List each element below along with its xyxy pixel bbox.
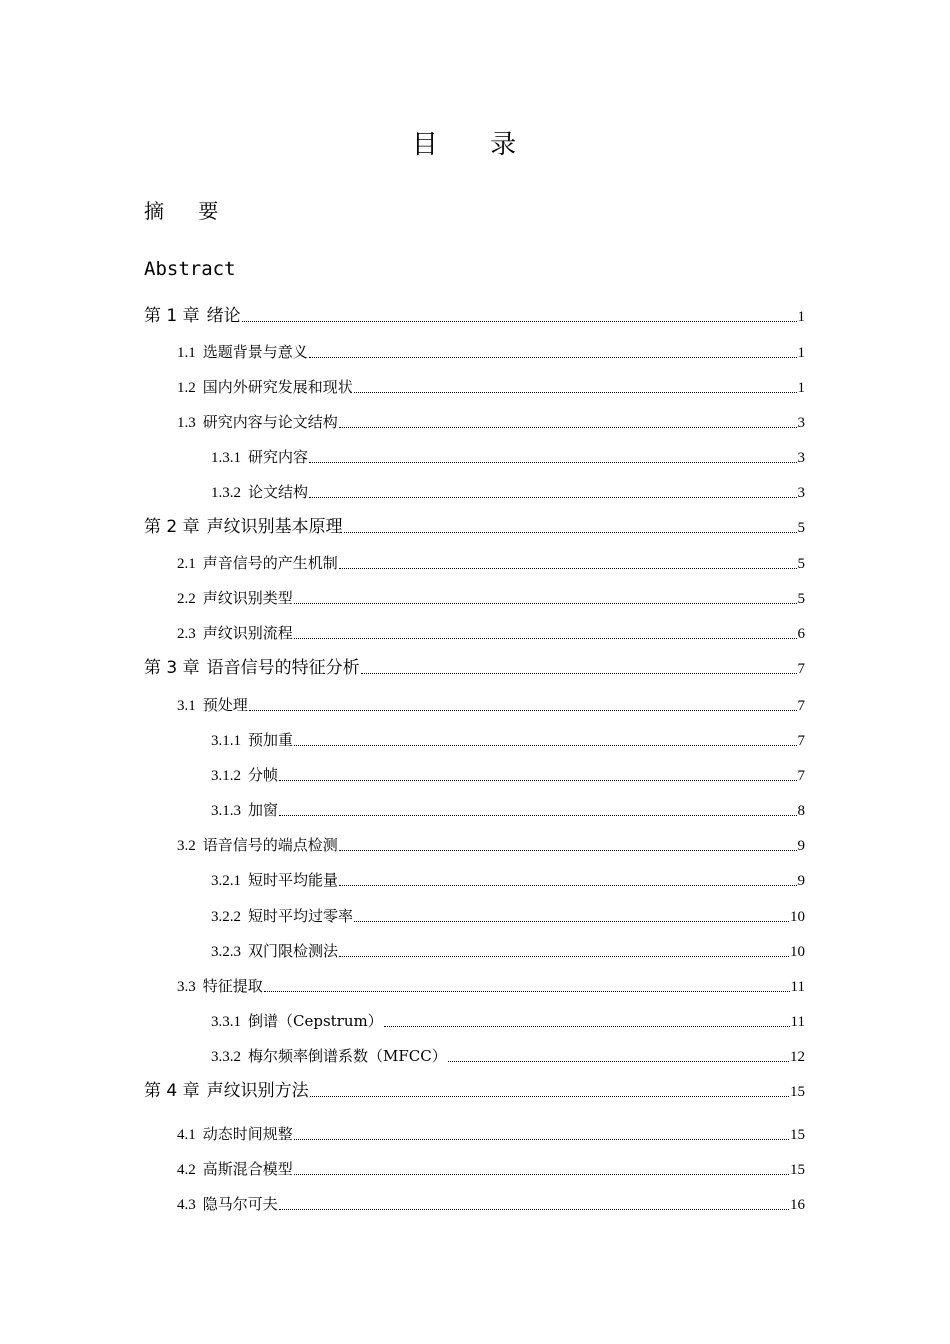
- toc-entry-label: [211, 733, 293, 749]
- toc-entry-number: 1.1: [177, 345, 196, 361]
- toc-entry-number: 第 3 章: [144, 658, 200, 678]
- dot-leader: [448, 1061, 789, 1062]
- toc-entry-text: 声纹识别方法: [206, 1081, 309, 1101]
- toc-entry-zhaiyao[interactable]: 摘 要: [144, 199, 233, 223]
- toc-entry-number: 3.1.3: [211, 803, 241, 819]
- dot-leader: [279, 780, 796, 781]
- toc-entry-label: [211, 485, 308, 501]
- toc-entry-text: 双门限检测法: [248, 942, 339, 960]
- toc-entry-label: [177, 1197, 278, 1213]
- toc-entry[interactable]: [177, 838, 805, 854]
- toc-entry-page-number: 1: [797, 309, 805, 325]
- toc-entry-number: 2.1: [177, 556, 196, 572]
- toc-entry[interactable]: [211, 485, 805, 501]
- toc-entry-text: 论文结构: [248, 483, 309, 501]
- toc-entry-text: 预加重: [248, 731, 294, 749]
- toc-entry-text: 声纹识别类型: [202, 589, 293, 607]
- toc-entry-label: [177, 556, 338, 572]
- toc-entry-number: 3.3.1: [211, 1014, 241, 1030]
- toc-entry-text: 高斯混合模型: [202, 1160, 293, 1178]
- dot-leader: [309, 357, 797, 358]
- toc-entry[interactable]: [144, 519, 805, 536]
- toc-entry[interactable]: [211, 1014, 805, 1030]
- dot-leader: [339, 850, 797, 851]
- toc-entry[interactable]: [144, 1083, 805, 1100]
- toc-entry-page-number: 15: [790, 1084, 805, 1100]
- toc-entry-page-number: 5: [797, 556, 805, 572]
- toc-entry-page-number: 3: [797, 450, 805, 466]
- dot-leader: [310, 1096, 789, 1097]
- toc-entry-text: 倒谱（Cepstrum）: [248, 1012, 383, 1030]
- toc-entry-label: [177, 838, 338, 854]
- toc-entry-page-number: 9: [797, 838, 805, 854]
- toc-entry-page-number: 9: [797, 873, 805, 889]
- toc-entry-text: 短时平均能量: [248, 871, 339, 889]
- toc-entry-label: [144, 519, 343, 536]
- toc-entry-page-number: 3: [797, 415, 805, 431]
- toc-entry-label: [177, 345, 308, 361]
- dot-leader: [294, 1174, 789, 1175]
- toc-entry-text: 动态时间规整: [202, 1125, 293, 1143]
- toc-entry[interactable]: [211, 1049, 805, 1065]
- toc-entry-page-number: 11: [790, 1014, 805, 1030]
- toc-entry-page-number: 7: [797, 661, 805, 677]
- toc-entry-label: [177, 591, 293, 607]
- toc-entry-text: 研究内容: [248, 448, 309, 466]
- toc-entry-label: [177, 380, 353, 396]
- toc-entry[interactable]: [177, 415, 805, 431]
- toc-entry-page-number: 1: [797, 380, 805, 396]
- toc-entry-number: 4.1: [177, 1127, 196, 1143]
- toc-entry-text: 绪论: [206, 306, 241, 326]
- dot-leader: [249, 710, 797, 711]
- toc-entry-page-number: 16: [790, 1197, 805, 1213]
- toc-entry-label: [177, 1162, 293, 1178]
- dot-leader: [294, 1139, 789, 1140]
- dot-leader: [279, 815, 796, 816]
- toc-entry[interactable]: [177, 979, 805, 995]
- toc-entry[interactable]: [211, 733, 805, 749]
- toc-entry-label: [211, 873, 338, 889]
- toc-entry-label: [211, 909, 353, 925]
- dot-leader: [309, 462, 796, 463]
- toc-entry-label: [144, 1083, 309, 1100]
- toc-entry-page-number: 3: [797, 485, 805, 501]
- toc-entry-abstract[interactable]: Abstract: [144, 258, 236, 280]
- toc-entry[interactable]: [144, 660, 805, 677]
- toc-entry-page-number: 7: [797, 768, 805, 784]
- toc-entry-text: 梅尔频率倒谱系数（MFCC）: [248, 1047, 447, 1065]
- toc-entry-number: 第 4 章: [144, 1081, 200, 1101]
- toc-entry-number: 4.3: [177, 1197, 196, 1213]
- toc-entry-page-number: 10: [790, 944, 805, 960]
- dot-leader: [294, 638, 797, 639]
- toc-entry[interactable]: [177, 1127, 805, 1143]
- toc-entry-label: [211, 1049, 447, 1065]
- toc-entry-label: [177, 626, 293, 642]
- toc-entry-label: [177, 415, 338, 431]
- toc-entry-page-number: 7: [797, 698, 805, 714]
- toc-entry-label: [211, 450, 308, 466]
- toc-entry-text: 研究内容与论文结构: [202, 413, 338, 431]
- toc-entry-text: 语音信号的端点检测: [202, 836, 338, 854]
- toc-entry-number: 3.3: [177, 979, 196, 995]
- toc-entry-page-number: 5: [797, 591, 805, 607]
- toc-entry-text: 国内外研究发展和现状: [202, 378, 353, 396]
- toc-entry[interactable]: [177, 626, 805, 642]
- dot-leader: [354, 392, 797, 393]
- toc-entry-page-number: 11: [790, 979, 805, 995]
- toc-entry-text: 语音信号的特征分析: [206, 658, 360, 678]
- toc-entry[interactable]: [177, 1162, 805, 1178]
- toc-entry-text: 选题背景与意义: [202, 343, 308, 361]
- dot-leader: [294, 745, 796, 746]
- toc-entry-number: 3.2: [177, 838, 196, 854]
- toc-entry-text: 声纹识别基本原理: [206, 517, 343, 537]
- toc-entry-text: 声音信号的产生机制: [202, 554, 338, 572]
- page-title: 目 录: [411, 130, 539, 160]
- dot-leader: [279, 1209, 789, 1210]
- dot-leader: [339, 568, 797, 569]
- toc-entry-label: [144, 308, 241, 325]
- toc-entry-number: 2.3: [177, 626, 196, 642]
- toc-entry-number: 3.1.2: [211, 768, 241, 784]
- toc-entry-text: 声纹识别流程: [202, 624, 293, 642]
- toc-entry-number: 3.1: [177, 698, 196, 714]
- toc-entry-number: 1.2: [177, 380, 196, 396]
- toc-entry-number: 3.2.2: [211, 909, 241, 925]
- dot-leader: [339, 956, 789, 957]
- toc-entry[interactable]: [211, 873, 805, 889]
- dot-leader: [384, 1026, 790, 1027]
- toc-entry-page-number: 6: [797, 626, 805, 642]
- toc-entry-page-number: 8: [797, 803, 805, 819]
- toc-entry-page-number: 12: [790, 1049, 805, 1065]
- toc-entry-number: 3.3.2: [211, 1049, 241, 1065]
- toc-entry-page-number: 15: [790, 1162, 805, 1178]
- toc-entry-label: [144, 660, 360, 677]
- dot-leader: [361, 673, 797, 674]
- toc-entry-text: 特征提取: [202, 977, 263, 995]
- toc-entry-number: 3.2.3: [211, 944, 241, 960]
- toc-entry-page-number: 15: [790, 1127, 805, 1143]
- toc-entry[interactable]: [177, 380, 805, 396]
- toc-entry[interactable]: [177, 698, 805, 714]
- dot-leader: [354, 921, 789, 922]
- toc-entry-text: 预处理: [202, 696, 248, 714]
- toc-entry[interactable]: [144, 308, 805, 325]
- toc-entry[interactable]: [177, 345, 805, 361]
- toc-entry[interactable]: [211, 944, 805, 960]
- toc-entry-text: 隐马尔可夫: [202, 1195, 278, 1213]
- toc-entry[interactable]: [211, 909, 805, 925]
- toc-entry[interactable]: [177, 556, 805, 572]
- toc-entry-label: [177, 1127, 293, 1143]
- toc-entry-number: 3.2.1: [211, 873, 241, 889]
- toc-entry-page-number: 1: [797, 345, 805, 361]
- toc-entry-label: [211, 768, 278, 784]
- toc-entry-page-number: 5: [797, 520, 805, 536]
- dot-leader: [242, 321, 797, 322]
- toc-entry-number: 1.3.1: [211, 450, 241, 466]
- toc-entry-number: 3.1.1: [211, 733, 241, 749]
- toc-entry-number: 2.2: [177, 591, 196, 607]
- toc-entry[interactable]: [177, 1197, 805, 1213]
- dot-leader: [294, 603, 797, 604]
- toc-entry-label: [177, 979, 263, 995]
- toc-entry-text: 加窗: [248, 801, 279, 819]
- dot-leader: [339, 885, 796, 886]
- dot-leader: [339, 427, 797, 428]
- toc-entry[interactable]: [211, 803, 805, 819]
- toc-entry[interactable]: [177, 591, 805, 607]
- dot-leader: [344, 532, 797, 533]
- toc-entry-text: 短时平均过零率: [248, 907, 354, 925]
- toc-entry-label: [177, 698, 248, 714]
- toc-entry[interactable]: [211, 768, 805, 784]
- dot-leader: [264, 991, 790, 992]
- toc-entry-page-number: 7: [797, 733, 805, 749]
- toc-entry-label: [211, 944, 338, 960]
- toc-entry[interactable]: [211, 450, 805, 466]
- dot-leader: [309, 497, 796, 498]
- toc-entry-number: 1.3.2: [211, 485, 241, 501]
- toc-entry-page-number: 10: [790, 909, 805, 925]
- toc-entry-number: 4.2: [177, 1162, 196, 1178]
- toc-entry-number: 1.3: [177, 415, 196, 431]
- toc-entry-label: [211, 1014, 383, 1030]
- toc-entry-text: 分帧: [248, 766, 279, 784]
- toc-entry-number: 第 2 章: [144, 517, 200, 537]
- toc-entry-label: [211, 803, 278, 819]
- toc-entry-number: 第 1 章: [144, 306, 200, 326]
